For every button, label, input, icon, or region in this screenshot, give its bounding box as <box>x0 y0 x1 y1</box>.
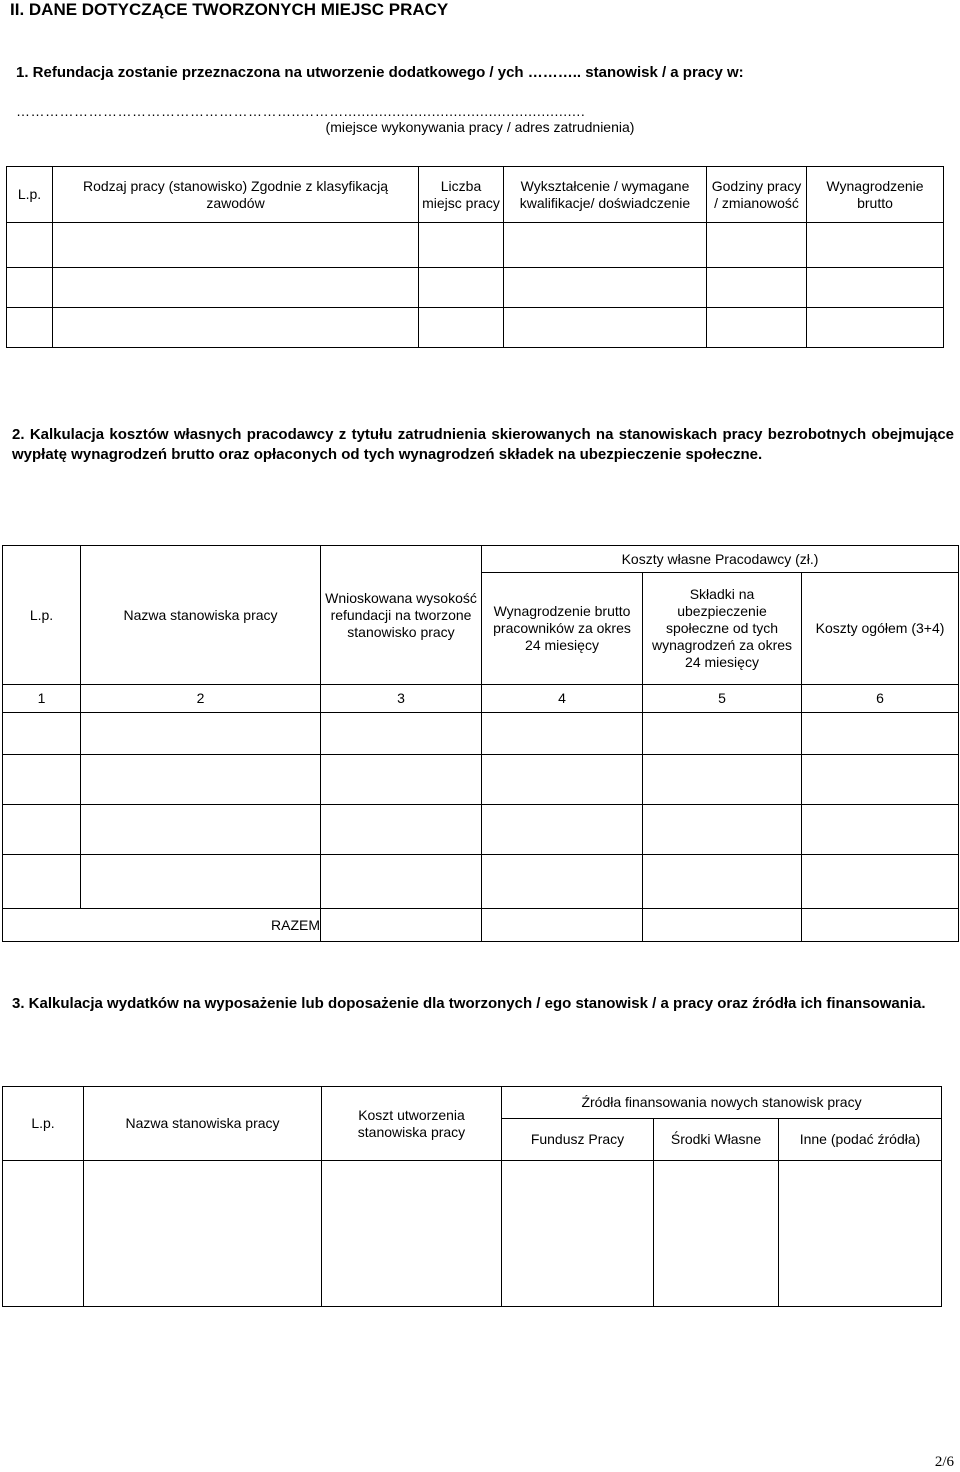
col-other-sources: Inne (podać źródła) <box>779 1119 942 1161</box>
cell[interactable] <box>419 223 504 268</box>
cell[interactable] <box>654 1161 779 1307</box>
cell[interactable] <box>802 805 959 855</box>
col-own-funds: Środki Własne <box>654 1119 779 1161</box>
cell[interactable] <box>7 308 53 348</box>
workplace-address-field[interactable]: …………………………………………………..………....................................................... <box>16 103 586 119</box>
table-row[interactable] <box>3 1161 942 1307</box>
cell[interactable] <box>321 909 482 942</box>
col-labour-fund: Fundusz Pracy <box>502 1119 654 1161</box>
page-number: 2/6 <box>934 1454 954 1470</box>
cell[interactable] <box>53 268 419 308</box>
table-row[interactable] <box>3 755 959 805</box>
cell[interactable] <box>81 713 321 755</box>
cell[interactable] <box>802 713 959 755</box>
cell[interactable] <box>3 713 81 755</box>
cell[interactable] <box>802 909 959 942</box>
col-job-type: Rodzaj pracy (stanowisko) Zgodnie z klasyfikacją zawodów <box>53 167 419 223</box>
table-row[interactable] <box>7 308 944 348</box>
cell[interactable] <box>643 713 802 755</box>
cell[interactable] <box>3 755 81 805</box>
cell[interactable] <box>707 308 807 348</box>
cell[interactable] <box>321 713 482 755</box>
cell[interactable] <box>81 855 321 909</box>
section-title: II. DANE DOTYCZĄCE TWORZONYCH MIEJSC PRACY <box>10 0 449 19</box>
col-number: 2 <box>81 685 321 713</box>
cell[interactable] <box>802 755 959 805</box>
col-social-contributions: Składki na ubezpieczenie społeczne od tych wynagrodzeń za okres 24 miesięcy <box>643 573 802 685</box>
cell[interactable] <box>482 805 643 855</box>
cell[interactable] <box>504 268 707 308</box>
col-lp: L.p. <box>3 546 81 685</box>
col-number: 6 <box>802 685 959 713</box>
cell[interactable] <box>84 1161 322 1307</box>
cell[interactable] <box>81 805 321 855</box>
col-lp: L.p. <box>3 1087 84 1161</box>
table-row[interactable] <box>3 855 959 909</box>
cell[interactable] <box>53 223 419 268</box>
cell[interactable] <box>7 223 53 268</box>
cell[interactable] <box>802 855 959 909</box>
col-number: 4 <box>482 685 643 713</box>
cell[interactable] <box>482 755 643 805</box>
col-gross-salary: Wynagrodzenie brutto pracowników za okres 24 miesięcy <box>482 573 643 685</box>
col-number: 3 <box>321 685 482 713</box>
cell[interactable] <box>504 223 707 268</box>
cell[interactable] <box>482 713 643 755</box>
cell[interactable] <box>643 855 802 909</box>
cell[interactable] <box>419 268 504 308</box>
cell[interactable] <box>779 1161 942 1307</box>
cell[interactable] <box>321 805 482 855</box>
cell[interactable] <box>807 308 944 348</box>
cell[interactable] <box>7 268 53 308</box>
cell[interactable] <box>53 308 419 348</box>
cell[interactable] <box>419 308 504 348</box>
cell[interactable] <box>3 855 81 909</box>
cell[interactable] <box>807 268 944 308</box>
cell[interactable] <box>322 1161 502 1307</box>
col-number: 1 <box>3 685 81 713</box>
table-header-row <box>7 167 944 223</box>
col-number: 5 <box>643 685 802 713</box>
col-creation-cost: Koszt utworzenia stanowiska pracy <box>322 1087 502 1161</box>
total-row <box>3 909 959 942</box>
workplace-address-caption: (miejsce wykonywania pracy / adres zatrudnienia) <box>325 119 635 135</box>
cell[interactable] <box>707 223 807 268</box>
cell[interactable] <box>807 223 944 268</box>
cell[interactable] <box>81 755 321 805</box>
equipment-costs-table <box>2 1086 942 1307</box>
total-label: RAZEM <box>3 909 321 942</box>
cell[interactable] <box>643 805 802 855</box>
cell[interactable] <box>643 755 802 805</box>
employer-costs-table <box>2 545 959 942</box>
col-total-costs: Koszty ogółem (3+4) <box>802 573 959 685</box>
refund-purpose-text: 1. Refundacja zostanie przeznaczona na utworzenie dodatkowego / ych ……….. stanowisk / a pracy w: <box>16 64 744 81</box>
employer-costs-group-header: Koszty własne Pracodawcy (zł.) <box>482 546 959 573</box>
cell[interactable] <box>482 909 643 942</box>
table-row[interactable] <box>7 223 944 268</box>
cell[interactable] <box>504 308 707 348</box>
col-lp: L.p. <box>7 167 53 223</box>
cell[interactable] <box>482 855 643 909</box>
col-salary: Wynagrodzenie brutto <box>807 167 944 223</box>
col-qualifications: Wykształcenie / wymagane kwalifikacje/ doświadczenie <box>504 167 707 223</box>
section-2-text: 2. Kalkulacja kosztów własnych pracodawcy z tytułu zatrudnienia skierowanych na stanowiskach pracy bezrobotnych obejmujące wypłatę wynagrodzeń brutto oraz opłaconych od tych wynagrodzeń składek na ubezpieczenie społeczne. <box>12 426 954 463</box>
cell[interactable] <box>3 805 81 855</box>
col-requested-refund: Wnioskowana wysokość refundacji na tworzone stanowisko pracy <box>321 546 482 685</box>
cell[interactable] <box>3 1161 84 1307</box>
cell[interactable] <box>502 1161 654 1307</box>
table-row[interactable] <box>3 713 959 755</box>
table-row[interactable] <box>7 268 944 308</box>
cell[interactable] <box>707 268 807 308</box>
column-number-row <box>3 685 959 713</box>
col-job-count: Liczba miejsc pracy <box>419 167 504 223</box>
col-job-name: Nazwa stanowiska pracy <box>84 1087 322 1161</box>
section-3-text: 3. Kalkulacja wydatków na wyposażenie lub doposażenie dla tworzonych / ego stanowisk / a pracy oraz źródła ich finansowania. <box>12 995 926 1012</box>
col-hours: Godziny pracy / zmianowość <box>707 167 807 223</box>
funding-sources-group-header: Źródła finansowania nowych stanowisk pracy <box>502 1087 942 1119</box>
cell[interactable] <box>321 855 482 909</box>
cell[interactable] <box>321 755 482 805</box>
cell[interactable] <box>643 909 802 942</box>
col-job-name: Nazwa stanowiska pracy <box>81 546 321 685</box>
jobs-table <box>6 166 944 348</box>
table-row[interactable] <box>3 805 959 855</box>
